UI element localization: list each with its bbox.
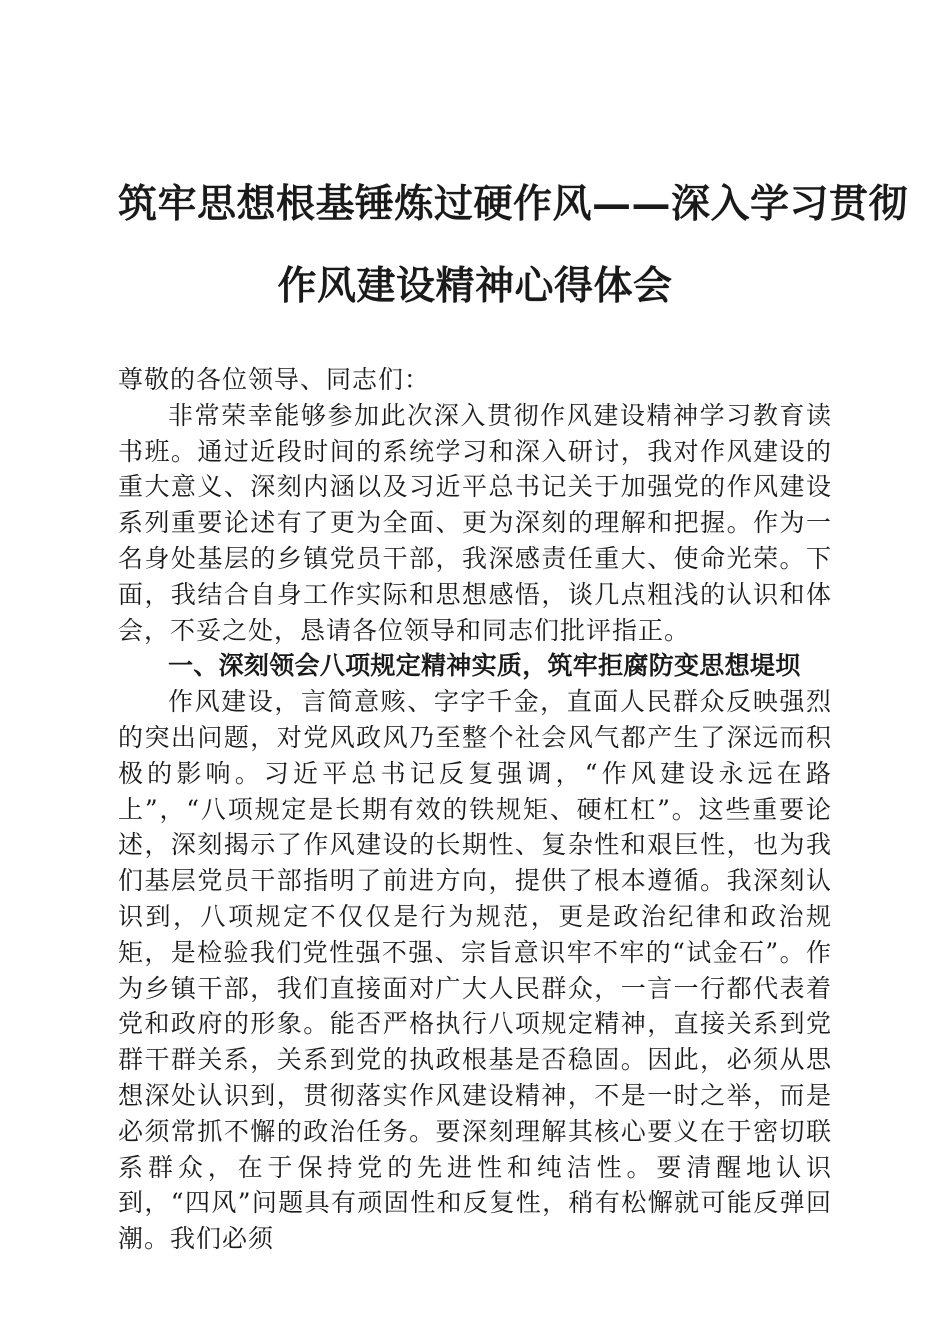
title-line-1: 筑牢思想根基锤炼过硬作风——深入学习贯彻 bbox=[118, 181, 909, 227]
document-title bbox=[118, 163, 909, 327]
paragraph-intro: 非常荣幸能够参加此次深入贯彻作风建设精神学习教育读书班。通过近段时间的系统学习和深入研讨，我对作风建设的重大意义、深刻内涵以及习近平总书记关于加强党的作风建设系列重要论述有了更为全面、更为深刻的理解和把握。作为一名身处基层的乡镇党员干部，我深感责任重大、使命光荣。下面，我结合自身工作实际和思想感悟，谈几点粗浅的认识和体会，不妥之处，恳请各位领导和同志们批评指正。 bbox=[118, 400, 832, 645]
document-page bbox=[118, 0, 909, 1344]
title-line-2: 作风建设精神心得体会 bbox=[277, 263, 673, 309]
paragraph-section-1: 作风建设，言简意赅、字字千金，直面人民群众反映强烈的突出问题，对党风政风乃至整个社会风气都产生了深远而积极的影响。习近平总书记反复强调，“作风建设永远在路上”，“八项规定是长期有效的铁规矩、硬杠杠”。这些重要论述，深刻揭示了作风建设的长期性、复杂性和艰巨性，也为我们基层党员干部指明了前进方向，提供了根本遵循。我深刻认识到，八项规定不仅仅是行为规范，更是政治纪律和政治规矩，是检验我们党性强不强、宗旨意识牢不牢的“试金石”。作为乡镇干部，我们直接面对广大人民群众，一言一行都代表着党和政府的形象。能否严格执行八项规定精神，直接关系到党群干群关系，关系到党的执政根基是否稳固。因此，必须从思想深处认识到，贯彻落实作风建设精神，不是一时之举，而是必须常抓不懈的政治任务。要深刻理解其核心要义在于密切联系群众，在于保持党的先进性和纯洁性。要清醒地认识到，“四风”问题具有顽固性和反复性，稍有松懈就可能反弹回潮。我们必须 bbox=[118, 687, 832, 1254]
salutation: 尊敬的各位领导、同志们： bbox=[118, 365, 431, 394]
document-body bbox=[118, 362, 832, 1257]
section-heading-1: 一、深刻领会八项规定精神实质，筑牢拒腐防变思想堤坝 bbox=[168, 651, 801, 681]
